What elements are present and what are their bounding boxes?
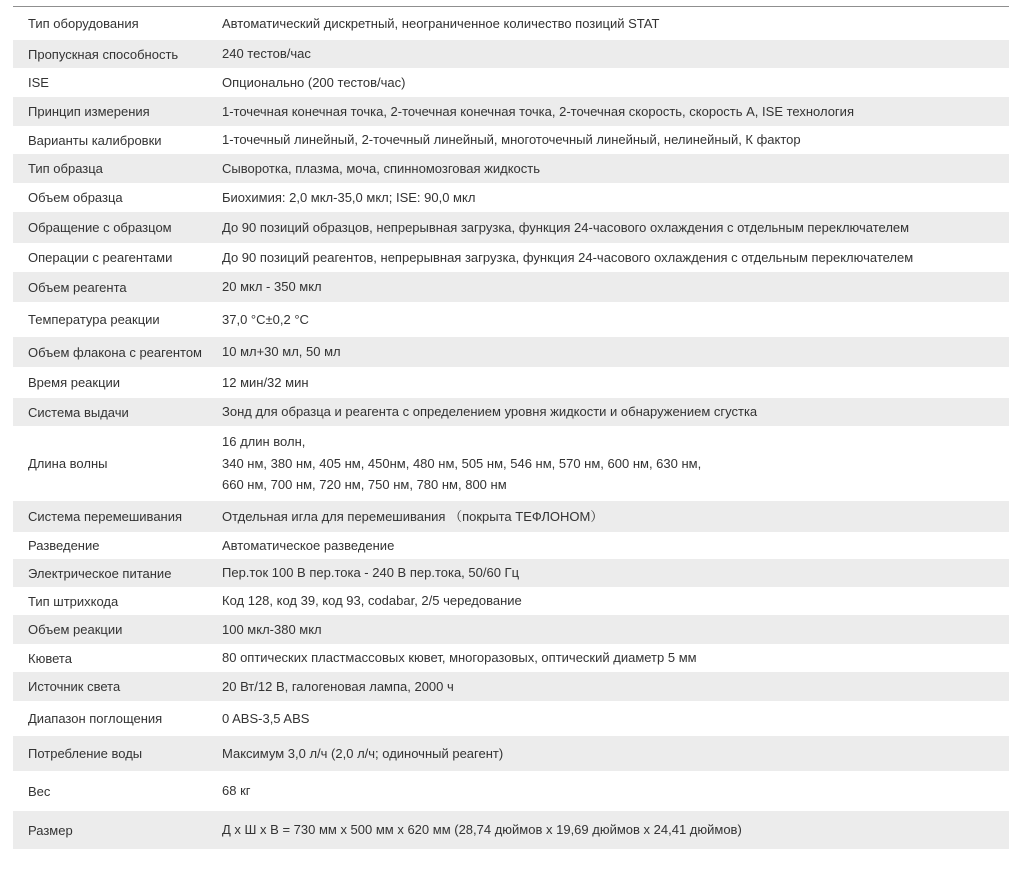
spec-row: [13, 68, 1009, 97]
spec-row: [13, 644, 1009, 672]
spec-label: Принцип измерения: [28, 104, 150, 119]
spec-label: Объем реакции: [28, 622, 123, 637]
spec-label: Время реакции: [28, 375, 121, 390]
spec-value: Биохимия: 2,0 мкл-35,0 мкл; ISE: 90,0 мкл: [222, 189, 476, 205]
spec-value: До 90 позиций образцов, непрерывная загрузка, функция 24-часового охлаждения с отдельным переключателем: [222, 219, 910, 235]
spec-value: Код 128, код 39, код 93, codabar, 2/5 чередование: [222, 593, 522, 609]
spec-row: [13, 615, 1009, 644]
spec-row: [13, 126, 1009, 154]
spec-value: 12 мин/32 мин: [222, 374, 309, 390]
spec-label: Объем реагента: [28, 279, 127, 295]
spec-label: Варианты калибровки: [28, 132, 162, 148]
spec-value: Д x Ш x В = 730 мм x 500 мм x 620 мм (28,74 дюймов x 19,69 дюймов x 24,41 дюймов): [222, 822, 742, 838]
spec-value: 68 кг: [222, 783, 251, 799]
spec-label: Вес: [28, 783, 51, 799]
spec-value-line: 660 нм, 700 нм, 720 нм, 750 нм, 780 нм, 800 нм: [222, 477, 507, 493]
spec-row: [13, 672, 1009, 701]
spec-value: [211, 431, 701, 496]
spec-row: [13, 154, 1009, 183]
spec-value: Зонд для образца и реагента с определением уровня жидкости и обнаружением сгустка: [222, 404, 758, 420]
spec-row: [13, 771, 1009, 811]
spec-row: [13, 559, 1009, 587]
spec-row: [13, 701, 1009, 736]
spec-label: Система перемешивания: [28, 509, 183, 524]
spec-label: Тип оборудования: [28, 16, 139, 31]
spec-value: Пер.ток 100 В пер.тока - 240 В пер.тока, 50/60 Гц: [222, 565, 520, 581]
spec-row: [13, 811, 1009, 849]
spec-value: 20 мкл - 350 мкл: [222, 279, 322, 295]
spec-row: [13, 501, 1009, 532]
spec-value: Автоматический дискретный, неограниченное количество позиций STAT: [222, 15, 660, 31]
spec-label: Потребление воды: [28, 746, 143, 761]
spec-row: [13, 272, 1009, 302]
spec-value: 10 мл+30 мл, 50 мл: [222, 344, 341, 360]
spec-row: [13, 212, 1009, 243]
spec-label: Электрическое питание: [28, 565, 172, 581]
spec-value-line: 16 длин волн,: [222, 434, 306, 450]
spec-row: [13, 736, 1009, 771]
spec-label: Объем флакона с реагентом: [28, 344, 202, 360]
spec-value: 37,0 °C±0,2 °C: [222, 311, 309, 327]
spec-value: 100 мкл-380 мкл: [222, 621, 322, 637]
spec-value: Опционально (200 тестов/час): [222, 74, 406, 90]
spec-value: 20 Вт/12 В, галогеновая лампа, 2000 ч: [222, 678, 454, 694]
spec-value: До 90 позиций реагентов, непрерывная загрузка, функция 24-часового охлаждения с отдельным переключателем: [222, 249, 914, 265]
spec-row: [13, 532, 1009, 559]
spec-row: [13, 40, 1009, 68]
spec-value: 240 тестов/час: [222, 46, 311, 62]
spec-label: Размер: [28, 822, 73, 838]
spec-value: 80 оптических пластмассовых кювет, многоразовых, оптический диаметр 5 мм: [222, 650, 697, 666]
spec-table: [13, 6, 1009, 849]
spec-label: Обращение с образцом: [28, 220, 172, 235]
spec-value: 1-точечная конечная точка, 2-точечная конечная точка, 2-точечная скорость, скорость A, ISE технология: [222, 103, 854, 119]
spec-label: ISE: [28, 75, 49, 90]
spec-value: Максимум 3,0 л/ч (2,0 л/ч; одиночный реагент): [222, 745, 504, 761]
spec-row: [13, 337, 1009, 367]
spec-label: Операции с реагентами: [28, 250, 173, 265]
spec-row: [13, 97, 1009, 126]
spec-value: Отдельная игла для перемешивания （покрыта ТЕФЛОНОМ）: [222, 508, 604, 524]
spec-value-line: 340 нм, 380 нм, 405 нм, 450нм, 480 нм, 505 нм, 546 нм, 570 нм, 600 нм, 630 нм,: [222, 455, 702, 471]
spec-value: Автоматическое разведение: [222, 537, 395, 553]
spec-row: [13, 183, 1009, 212]
spec-label: Температура реакции: [28, 312, 160, 327]
spec-label: Кювета: [28, 650, 72, 666]
spec-row: [13, 367, 1009, 398]
spec-label: Разведение: [28, 538, 100, 553]
spec-row: [13, 302, 1009, 337]
spec-value: 1-точечный линейный, 2-точечный линейный, многоточечный линейный, нелинейный, К фактор: [222, 132, 801, 148]
spec-label: Длина волны: [28, 456, 108, 471]
spec-label: Пропускная способность: [28, 46, 179, 62]
spec-label: Тип штрихкода: [28, 593, 119, 609]
spec-label: Тип образца: [28, 161, 103, 176]
spec-label: Система выдачи: [28, 404, 129, 420]
spec-row: [13, 426, 1009, 501]
spec-row: [13, 587, 1009, 615]
spec-row: [13, 7, 1009, 40]
spec-row: [13, 398, 1009, 426]
spec-value: Сыворотка, плазма, моча, спинномозговая жидкость: [222, 160, 540, 176]
spec-label: Источник света: [28, 679, 121, 694]
spec-label: Диапазон поглощения: [28, 711, 163, 726]
spec-label: Объем образца: [28, 190, 123, 205]
spec-row: [13, 243, 1009, 272]
spec-value: 0 ABS-3,5 ABS: [222, 710, 310, 726]
